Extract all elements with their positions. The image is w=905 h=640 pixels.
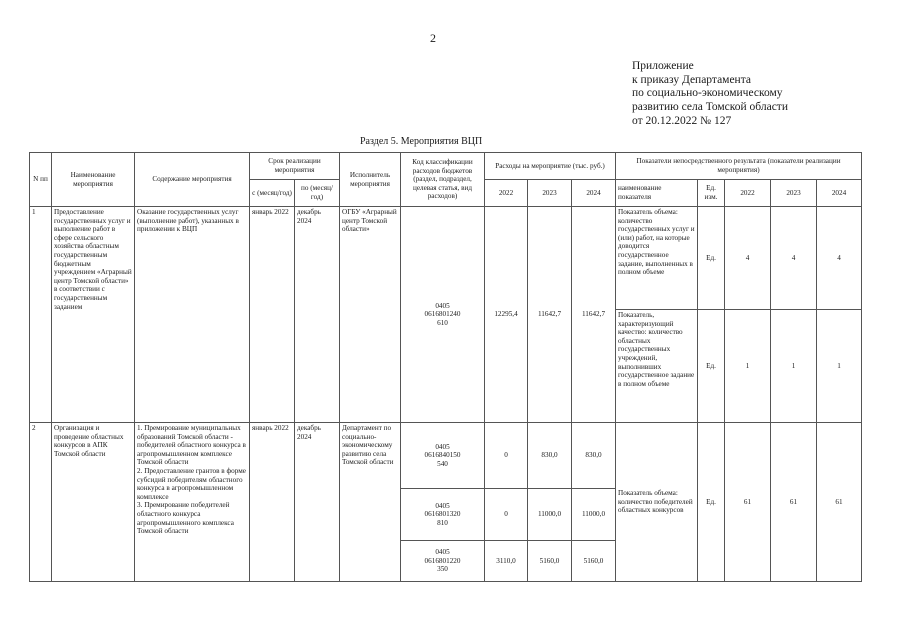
col-header-period: Срок реализации мероприятия xyxy=(250,153,340,180)
expense-2022: 12295,4 xyxy=(485,207,528,423)
expense-2023: 11000,0 xyxy=(528,489,572,541)
expense-2024: 11000,0 xyxy=(572,489,616,541)
measure-content: 1. Премирование муниципальных образований Томской области - победителей областного конкурса в агропромышленном комплексе Томской области 2. Предоставление грантов в форме субсидий победителям областного конкурса в агропромышленном комплексе 3. Премирование победителей областного конкурса агропромышленного комплекса Томской области xyxy=(135,423,250,582)
col-header-exp-2022: 2022 xyxy=(485,180,528,207)
table-row xyxy=(30,207,862,310)
appendix-line: по социально-экономическому xyxy=(632,87,783,100)
col-header-name: Наименование мероприятия xyxy=(52,153,135,207)
period-to: декабрь 2024 xyxy=(295,423,340,582)
indicator-name: Показатель объема: количество государственных услуг и (или) работ, на которые доводится государственное задание, выполненных в полном объеме xyxy=(616,207,698,310)
col-header-code: Код классификации расходов бюджетов (раздел, подраздел, целевая статья, вид расходов) xyxy=(401,153,485,207)
indicator-2022: 61 xyxy=(725,423,771,582)
appendix-heading xyxy=(632,60,788,129)
expense-2022: 0 xyxy=(485,489,528,541)
indicator-unit: Ед. xyxy=(698,423,725,582)
period-from: январь 2022 xyxy=(250,207,295,423)
expense-2023: 5160,0 xyxy=(528,541,572,582)
col-header-ind-2024: 2024 xyxy=(817,180,862,207)
appendix-line: развитию села Томской области xyxy=(632,101,788,114)
indicator-2022: 1 xyxy=(725,310,771,423)
appendix-line: к приказу Департамента xyxy=(632,73,751,86)
indicator-name: Показатель, характеризующий качество: количество областных государственных учреждений, выполнивших государственное задание в полном объеме xyxy=(616,310,698,423)
measure-name: Предоставление государственных услуг и выполнение работ в сфере сельского хозяйства областным государственным бюджетным учреждением «Аграрный центр Томской области» в соответствии с государственным заданием xyxy=(52,207,135,423)
executor: Департамент по социально-экономическому развитию села Томской области xyxy=(340,423,401,582)
row-number: 2 xyxy=(30,423,52,582)
col-header-to: по (месяц/год) xyxy=(295,180,340,207)
col-header-indicators: Показатели непосредственного результата (показатели реализации мероприятия) xyxy=(616,153,862,180)
budget-code: 0405 0616801220 350 xyxy=(401,541,485,582)
measure-content: Оказание государственных услуг (выполнение работ), указанных в приложении к ВЦП xyxy=(135,207,250,423)
indicator-2023: 61 xyxy=(771,423,817,582)
col-header-content: Содержание мероприятия xyxy=(135,153,250,207)
budget-code: 0405 0616801320 810 xyxy=(401,489,485,541)
col-header-ind-2022: 2022 xyxy=(725,180,771,207)
col-header-num: N пп xyxy=(30,153,52,207)
page-number: 2 xyxy=(430,31,436,45)
indicator-unit: Ед. xyxy=(698,310,725,423)
section-title: Раздел 5. Мероприятия ВЦП xyxy=(360,136,483,147)
col-header-executor: Исполнитель мероприятия xyxy=(340,153,401,207)
budget-code: 0405 0616801240 610 xyxy=(401,207,485,423)
col-header-expenses: Расходы на мероприятие (тыс. руб.) xyxy=(485,153,616,180)
expense-2023: 830,0 xyxy=(528,423,572,489)
measures-table xyxy=(29,152,862,582)
appendix-line: Приложение xyxy=(632,60,694,72)
col-header-exp-2024: 2024 xyxy=(572,180,616,207)
col-header-unit: Ед. изм. xyxy=(698,180,725,207)
period-from: январь 2022 xyxy=(250,423,295,582)
indicator-name: Показатель объема: количество победителей областных конкурсов xyxy=(616,423,698,582)
col-header-from: с (месяц/год) xyxy=(250,180,295,207)
expense-2022: 3110,0 xyxy=(485,541,528,582)
indicator-2022: 4 xyxy=(725,207,771,310)
appendix-line: от 20.12.2022 № 127 xyxy=(632,114,732,127)
header-row xyxy=(30,153,862,180)
expense-2024: 830,0 xyxy=(572,423,616,489)
expense-2024: 5160,0 xyxy=(572,541,616,582)
indicator-unit: Ед. xyxy=(698,207,725,310)
period-to: декабрь 2024 xyxy=(295,207,340,423)
expense-2022: 0 xyxy=(485,423,528,489)
col-header-ind-2023: 2023 xyxy=(771,180,817,207)
indicator-2024: 61 xyxy=(817,423,862,582)
indicator-2023: 1 xyxy=(771,310,817,423)
col-header-indicator-name: наименование показателя xyxy=(616,180,698,207)
budget-code: 0405 0616840150 540 xyxy=(401,423,485,489)
expense-2023: 11642,7 xyxy=(528,207,572,423)
executor: ОГБУ «Аграрный центр Томской области» xyxy=(340,207,401,423)
indicator-2024: 1 xyxy=(817,310,862,423)
row-number: 1 xyxy=(30,207,52,423)
indicator-2024: 4 xyxy=(817,207,862,310)
measure-name: Организация и проведение областных конкурсов в АПК Томской области xyxy=(52,423,135,582)
table-row xyxy=(30,423,862,489)
expense-2024: 11642,7 xyxy=(572,207,616,423)
indicator-2023: 4 xyxy=(771,207,817,310)
col-header-exp-2023: 2023 xyxy=(528,180,572,207)
